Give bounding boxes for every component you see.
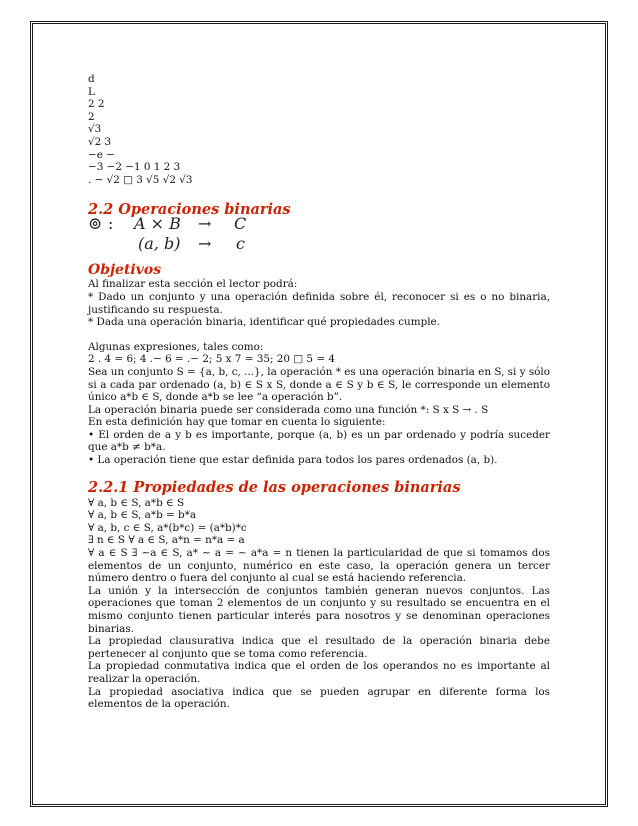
objetivos-intro: Al finalizar esta sección el lector podrá: [88, 278, 298, 291]
fragment-line: √3 [88, 123, 102, 136]
fragment-line: −3 −2 −1 0 1 2 3 [88, 161, 181, 174]
body-paragraph: La propiedad clausurativa indica que el resultado de la operación binaria debe pertenecer al conjunto que se toma como referencia. [88, 635, 550, 660]
binary-operation-formula [88, 214, 388, 258]
section-heading-objetivos: Objetivos [88, 262, 162, 279]
top-fragments [88, 73, 550, 186]
function-paragraph: La operación binaria puede ser considerada como una función *: S x S → . S [88, 403, 489, 416]
body-paragraph: ∀ a ∈ S ∃ ∼a ∈ S, a* ∼ a = ∼ a*a = n tienen la particularidad de que si tomamos dos elementos de un conjunto, numérico en este caso, la operación genera un tercer número dentro o fuera del conjunto al cual se está haciendo referencia. [88, 547, 550, 585]
property-line: ∀ a, b, c ∈ S, a*(b*c) = (a*b)*c [88, 521, 247, 534]
body-paragraph: La unión y la intersección de conjuntos también generan nuevos conjuntos. Las operaciones que toman 2 elementos de un conjunto y su resultado se encuentra en el mismo conjunto tienen particular interés para nosotros y se denominan operaciones binarias. [88, 584, 550, 635]
circle-operator-symbol: ⊚ [88, 214, 103, 235]
body-paragraph: La propiedad conmutativa indica que el orden de los operandos no es importante al realizar la operación. [88, 660, 550, 685]
property-line: ∀ a, b ∈ S, a*b = b*a [88, 509, 197, 522]
definition-paragraph: Sea un conjunto S = {a, b, c, ...}, la operación * es una operación binaria en S, si y sólo si a cada par ordenado (a, b) ∈ S x S, donde a ∈ S y b ∈ S, le corresponde un elemento único a*b ∈ S, donde a*b se lee “a operación b”. [88, 365, 550, 404]
formula-domain: A × B [134, 214, 181, 234]
fragment-line: √2 3 [88, 135, 112, 148]
fragment-line: −e − [88, 148, 115, 161]
fragment-line: 2 [88, 110, 95, 123]
body-paragraph: En esta definición hay que tomar en cuenta lo siguiente: [88, 416, 386, 429]
formula-codomain: C [234, 214, 247, 234]
expression-examples: 2 . 4 = 6; 4 .− 6 = .− 2; 5 x 7 = 35; 20 □ 5 = 4 [88, 353, 335, 366]
formula-colon: : [108, 214, 114, 234]
fragment-line: d [88, 73, 95, 85]
formula-arrow: → [198, 214, 212, 234]
section-heading-operaciones-binarias: 2.2 Operaciones binarias [88, 201, 291, 219]
formula-result: c [236, 234, 245, 254]
formula-pair: (a, b) [138, 234, 181, 254]
property-line: ∃ n ∈ S ∀ a ∈ S, a*n = n*a = a [88, 534, 245, 547]
formula-arrow: → [198, 234, 212, 254]
fragment-line: 2 2 [88, 98, 105, 111]
document-content [88, 73, 550, 711]
fragment-line: . − √2 □ 3 √5 √2 √3 [88, 173, 193, 186]
objetivos-item: * Dado un conjunto y una operación definida sobre él, reconocer si es o no binaria, justificando su respuesta. [88, 290, 550, 316]
bullet-item: • El orden de a y b es importante, porque (a, b) es un par ordenado y podría suceder que a*b ≠ b*a. [88, 428, 550, 454]
body-paragraph: Algunas expresiones, tales como: [88, 340, 264, 353]
body-paragraph: La propiedad asociativa indica que se pueden agrupar en diferente forma los elementos de la operación. [88, 685, 550, 711]
property-line: ∀ a, b ∈ S, a*b ∈ S [88, 496, 185, 509]
bullet-item: • La operación tiene que estar definida para todos los pares ordenados (a, b). [88, 454, 498, 467]
fragment-line: L [88, 85, 95, 98]
section-heading-propiedades: 2.2.1 Propiedades de las operaciones binarias [88, 478, 461, 496]
objetivos-item: * Dada una operación binaria, identificar qué propiedades cumple. [88, 316, 441, 329]
